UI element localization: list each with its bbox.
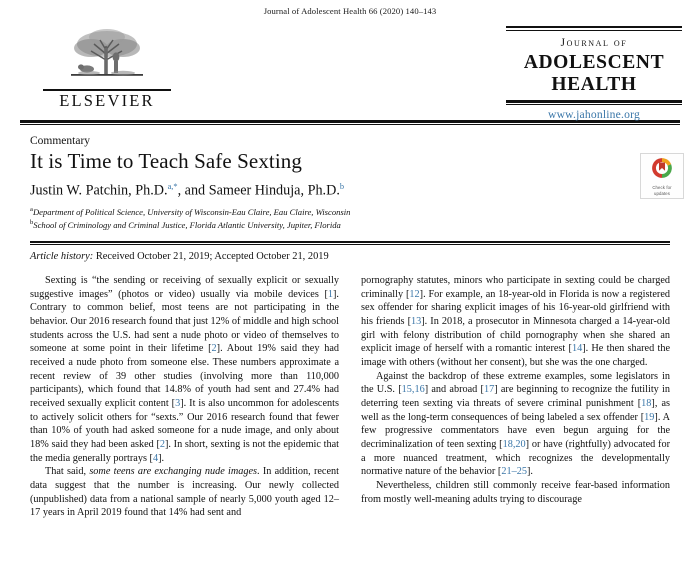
article-body	[30, 274, 670, 520]
article-history-label: Article history:	[30, 250, 94, 262]
body-paragraph: Nevertheless, children still commonly receive fear-based information from mostly well-meaning adults trying to discourage	[361, 480, 670, 505]
history-divider	[30, 241, 670, 245]
masthead-bottom-rule	[506, 100, 682, 105]
crossmark-badge-icon	[651, 157, 673, 179]
citation-link[interactable]: 4	[152, 452, 159, 464]
crossmark-badge[interactable]	[640, 153, 684, 199]
affiliation-a	[30, 205, 670, 218]
journal-prefix: Journal of	[560, 36, 628, 49]
citation-link[interactable]: 15,16	[401, 384, 425, 396]
article-history-text: Received October 21, 2019; Accepted October 21, 2019	[95, 250, 329, 262]
crossmark-label-line1: Check for	[652, 184, 672, 190]
article-history	[30, 251, 670, 262]
article-type: Commentary	[30, 134, 91, 147]
crossmark-label-line2: updates	[654, 191, 670, 197]
elsevier-tree-logo	[61, 24, 153, 88]
masthead	[0, 24, 700, 121]
affiliation-b-marker: b	[30, 218, 34, 226]
body-column-left	[30, 274, 339, 520]
citation-link[interactable]: 2	[159, 438, 166, 450]
body-paragraph: pornography statutes, minors who participate in sexting could be charged criminally [12]. For example, an 18-year-old in Florida is now a registered sex offender for sharing explicit images of his 16-year-old girlfriend with his friends [13]. In 2018, a prosecutor in Minnesota charged a 14-year-old girl with felony distribution of child pornography when she shared an explicit image of herself with a romantic interest [14]. He then shared the image with others (without her consent), but she was the one charged.	[361, 274, 670, 368]
affiliation-a-marker: a	[30, 205, 33, 213]
citation-link[interactable]: 17	[483, 384, 495, 396]
citation-link[interactable]: 14	[571, 343, 583, 355]
journal-title-line1: ADOLESCENT	[523, 51, 665, 73]
citation-link[interactable]: 2	[211, 343, 217, 355]
citation-link[interactable]: 12	[409, 288, 420, 300]
author-conjunction: , and Sameer Hinduja, Ph.D.	[177, 182, 340, 199]
journal-masthead	[506, 26, 682, 121]
author-one: Justin W. Patchin, Ph.D.	[30, 182, 168, 199]
journal-title-line2: HEALTH	[551, 73, 637, 95]
citation-link[interactable]: 18,20	[502, 438, 526, 450]
citation-link[interactable]: 19	[644, 411, 655, 423]
body-paragraph: That said, some teens are exchanging nude images. In addition, recent data suggest that the number is increasing. Our newly collected (unpublished) data from a national sample of nearly 5,000 youth aged 12–17 years in April 2019 found that 14% had sent and	[30, 466, 340, 519]
affiliation-b	[30, 218, 670, 231]
citation-link[interactable]: 18	[641, 397, 652, 409]
author-two-affil-marker[interactable]: b	[339, 181, 345, 191]
affiliation-b-text: School of Criminology and Criminal Justice, Florida Atlantic University, Jupiter, Florida	[33, 219, 341, 230]
body-paragraph: Against the backdrop of these extreme examples, some legislators in the U.S. [15,16] and abroad [17] are beginning to recognize the futility in deterring teen sexting via threats of severe criminal punishment [18], as well as the long-term consequences of being labeled a sex offender [19]. A few progressive commentators have even begun arguing for the decriminalization of teen sexting [18,20] or have (rightfully) advocated for a more nuanced treatment, which recognizes the developmentally normative nature of the behavior [21–25].	[361, 370, 671, 478]
article-header	[30, 135, 670, 262]
journal-url[interactable]: www.jahonline.org	[548, 108, 640, 121]
body-column-right	[361, 274, 670, 520]
running-head: Journal of Adolescent Health 66 (2020) 140–143	[263, 6, 437, 16]
citation-link[interactable]: 13	[411, 315, 422, 327]
affiliation-a-text: Department of Political Science, University of Wisconsin-Eau Claire, Eau Claire, Wisconsin	[32, 206, 351, 217]
citation-link[interactable]: 21–25	[501, 466, 527, 478]
elsevier-logo	[22, 24, 192, 109]
citation-link[interactable]: 1	[327, 288, 334, 300]
masthead-top-rule	[506, 26, 682, 31]
body-paragraph: Sexting is “the sending or receiving of sexually explicit or sexually suggestive images” (photos or video) usually via mobile devices [1]. Contrary to common belief, most teens are not participating in the behavior. Our 2016 research found that just 12% of middle and high school students across the U.S. had sent a nude photo or video of themselves to someone at some point in their lifetime [2]. About 19% said they had received a nude photo from someone else. These numbers approximate a recent review of 39 other studies (involving more than 110,000 participants), which found that 14.8% of youth had sent and 27.4% had received sexually explicit content [3]. It is also uncommon for adolescents to actively solicit others for “sexts.” Our 2016 research found that fewer than 10% of youth had asked someone for a nude image, and only about 18% said they had been asked [2]. In short, sexting is not the epidemic that the media generally portrays [4].	[30, 274, 339, 464]
citation-link[interactable]: 3	[175, 397, 181, 409]
page-title: It is Time to Teach Safe Sexting	[30, 148, 302, 173]
emphasis-text: some teens are exchanging nude images	[89, 466, 258, 478]
author-one-affil-marker[interactable]: a,*	[167, 181, 178, 191]
author-list	[30, 182, 670, 200]
publisher-name: ELSEVIER	[59, 90, 155, 110]
